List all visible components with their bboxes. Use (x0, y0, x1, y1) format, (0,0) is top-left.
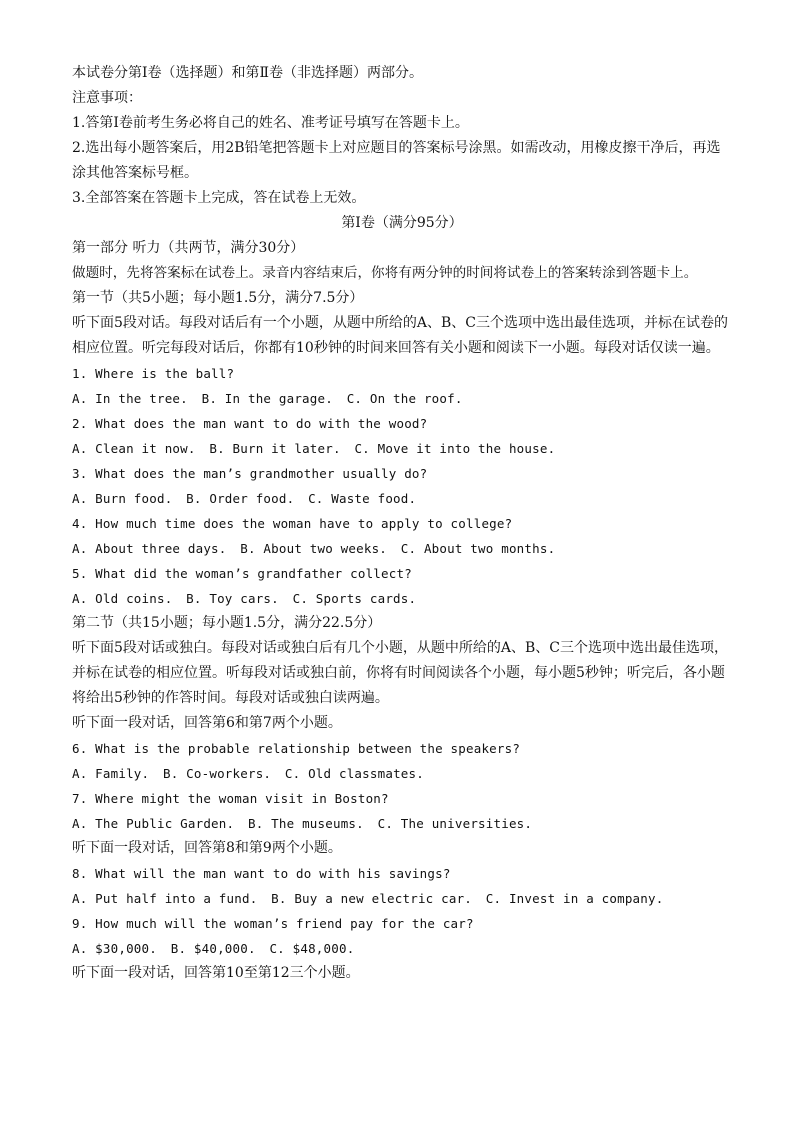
option-a: A. $30,000. (72, 941, 157, 956)
option-a: A. Clean it now. (72, 441, 196, 456)
option-c: C. The universities. (377, 816, 533, 831)
options-row (72, 761, 732, 786)
option-c: C. Invest in a company. (485, 891, 664, 906)
group-instructions: 听下面一段对话，回答第8和第9两个小题。 (72, 840, 342, 856)
question: 3. What does the man’s grandmother usually do? (72, 466, 428, 481)
options-row (72, 936, 732, 961)
option-b: B. The museums. (247, 816, 364, 831)
question: 7. Where might the woman visit in Boston? (72, 791, 389, 806)
section1-title: 第一节（共5小题；每小题1.5分，满分7.5分） (72, 290, 364, 306)
option-b: B. Order food. (186, 491, 295, 506)
options-row (72, 886, 732, 911)
option-b: B. Toy cars. (186, 591, 279, 606)
option-a: A. Old coins. (72, 591, 173, 606)
option-a: A. Family. (72, 766, 150, 781)
options-row (72, 536, 732, 561)
part1-title: 第一部分 听力（共两节，满分30分） (72, 240, 305, 256)
volume-title: 第Ⅰ卷（满分95分） (341, 215, 463, 231)
option-b: B. Co-workers. (163, 766, 272, 781)
question: 6. What is the probable relationship between the speakers? (72, 741, 521, 756)
options-row (72, 811, 732, 836)
part1-instructions: 做题时，先将答案标在试卷上。录音内容结束后，你将有两分钟的时间将试卷上的答案转涂到答题卡上。 (72, 265, 698, 281)
question: 9. How much will the woman’s friend pay for the car? (72, 916, 474, 931)
option-a: A. The Public Garden. (72, 816, 235, 831)
note-item: 3.全部答案在答题卡上完成，答在试卷上无效。 (72, 190, 366, 206)
note-item: 2.选出每小题答案后，用2B铅笔把答题卡上对应题目的答案标号涂黑。如需改动，用橡皮擦干净后，再选涂其他答案标号框。 (72, 140, 721, 181)
options-row (72, 586, 732, 611)
option-b: B. About two weeks. (240, 541, 388, 556)
question: 8. What will the man want to do with his savings? (72, 866, 451, 881)
option-c: C. Waste food. (308, 491, 417, 506)
exam-page (72, 61, 732, 986)
section1-instructions: 听下面5段对话。每段对话后有一个小题，从题中所给的A、B、C三个选项中选出最佳选项，并标在试卷的相应位置。听完每段对话后，你都有10秒钟的时间来回答有关小题和阅读下一小题。每段对话仅读一遍。 (72, 315, 729, 356)
option-a: A. In the tree. (72, 391, 188, 406)
question: 2. What does the man want to do with the wood? (72, 416, 428, 431)
options-row (72, 486, 732, 511)
options-row (72, 436, 732, 461)
option-c: C. Old classmates. (284, 766, 424, 781)
group-instructions: 听下面一段对话，回答第10至第12三个小题。 (72, 965, 360, 981)
option-a: A. Put half into a fund. (72, 891, 258, 906)
section2-title: 第二节（共15小题；每小题1.5分，满分22.5分） (72, 615, 382, 631)
section2-instructions: 听下面5段对话或独白。每段对话或独白后有几个小题，从题中所给的A、B、C三个选项中选出最佳选项，并标在试卷的相应位置。听每段对话或独白前，你将有时间阅读各个小题，每小题5秒钟；听完后，各小题将给出5秒钟的作答时间。每段对话或独白读两遍。 (72, 640, 729, 706)
options-row (72, 386, 732, 411)
intro-text: 本试卷分第Ⅰ卷（选择题）和第Ⅱ卷（非选择题）两部分。 (72, 65, 424, 81)
option-c: C. Sports cards. (292, 591, 417, 606)
option-c: C. $48,000. (269, 941, 355, 956)
question: 1. Where is the ball? (72, 366, 235, 381)
option-c: C. About two months. (400, 541, 556, 556)
option-c: C. Move it into the house. (354, 441, 556, 456)
group-instructions: 听下面一段对话，回答第6和第7两个小题。 (72, 715, 342, 731)
option-b: B. Burn it later. (209, 441, 341, 456)
notes-title: 注意事项： (72, 90, 142, 106)
question: 5. What did the woman’s grandfather collect? (72, 566, 412, 581)
option-b: B. Buy a new electric car. (271, 891, 473, 906)
note-item: 1.答第Ⅰ卷前考生务必将自己的姓名、准考证号填写在答题卡上。 (72, 115, 469, 131)
question: 4. How much time does the woman have to apply to college? (72, 516, 513, 531)
option-a: A. About three days. (72, 541, 227, 556)
option-a: A. Burn food. (72, 491, 173, 506)
option-b: B. $40,000. (170, 941, 256, 956)
option-c: C. On the roof. (346, 391, 463, 406)
option-b: B. In the garage. (201, 391, 333, 406)
